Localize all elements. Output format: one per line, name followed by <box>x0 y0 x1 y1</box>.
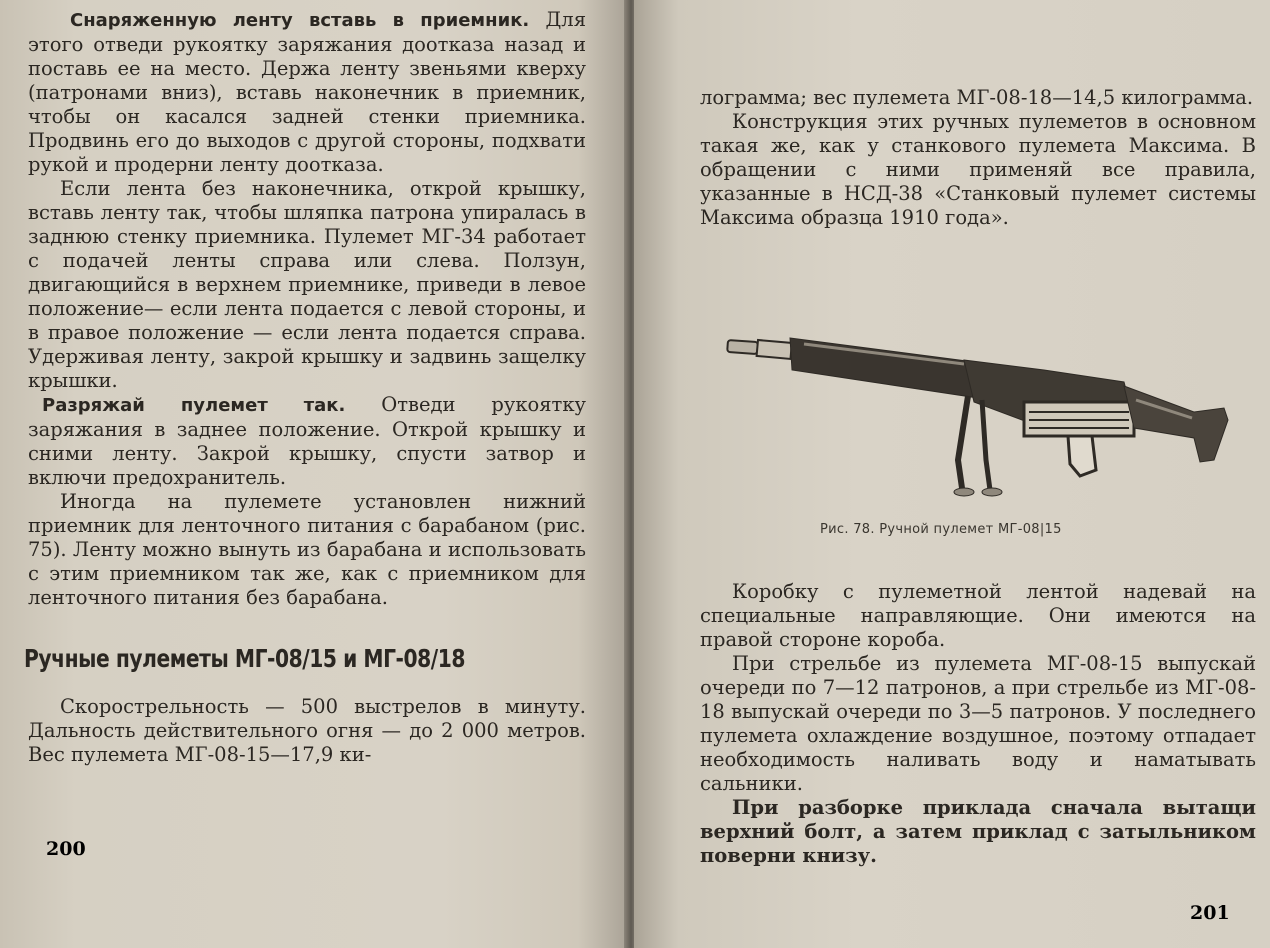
right-page-lower <box>700 580 1256 868</box>
heading-unload: Разряжай пулемет так. <box>42 395 346 416</box>
page-number-right: 201 <box>1190 902 1230 924</box>
left-paragraph-3 <box>28 393 586 490</box>
right-paragraph-4: При стрельбе из пулемета МГ-08-15 выпускай очереди по 7—12 патронов, а при стрельбе из МГ-08-18 выпускай очереди по 3—5 патронов. У последнего пулемета охлаждение воздушное, поэтому отпадает необходимость наливать воду и наматывать сальники. <box>700 652 1256 795</box>
left-paragraph-2: Если лента без наконечника, открой крышку, вставь ленту так, чтобы шляпка патрона упиралась в заднюю стенку приемника. Пулемет МГ-34 работает с подачей ленты справа или слева. Ползун, двигающийся в верхнем приемнике, приведи в левое положение— если лента подается с левой стороны, и в правое положение — если лента подается справа. Удерживая ленту, закрой крышку и задвинь защелку крышки. <box>28 177 586 392</box>
right-paragraph-1: лограмма; вес пулемета МГ-08-18—14,5 килограмма. <box>700 86 1254 109</box>
left-paragraph-4: Иногда на пулемете установлен нижний приемник для ленточного питания с барабаном (рис. 75). Ленту можно вынуть из барабана и использовать с этим приемником так же, как с приемником для ленточного питания без барабана. <box>28 490 586 609</box>
heading-load-belt: Снаряженную ленту вставь в приемник. <box>70 10 530 31</box>
left-paragraph-1-text: Для этого отведи рукоятку заряжания доотказа назад и поставь ее на место. Держа ленту звеньями кверху (патронами вниз), вставь наконечник в приемник, чтобы он касался задней стенки приемника. Продвинь его до выходов с другой стороны, подхвати рукой и продерни ленту доотказа. <box>28 8 586 176</box>
left-page <box>0 0 628 948</box>
figure-caption: Рис. 78. Ручной пулемет МГ-08|15 <box>820 522 1062 537</box>
section-title: Ручные пулеметы МГ-08/15 и МГ-08/18 <box>24 644 465 673</box>
right-paragraph-2: Конструкция этих ручных пулеметов в основном такая же, как у станкового пулемета Максима. В обращении с ними применяй все правила, указанные в НСД-38 «Станковый пулемет системы Максима образца 1910 года». <box>700 110 1256 229</box>
left-paragraph-3-text: Отведи рукоятку заряжания в заднее положение. Открой крышку и сними ленту. Закрой крышку, спусти затвор и включи предохранитель. <box>28 393 586 489</box>
right-paragraph-3: Коробку с пулеметной лентой надевай на специальные направляющие. Они имеются на правой стороне короба. <box>700 580 1256 651</box>
left-paragraph-1 <box>28 8 586 177</box>
page-number-left: 200 <box>46 838 86 860</box>
machine-gun-illustration <box>724 320 1234 510</box>
left-paragraph-5: Скорострельность — 500 выстрелов в минуту. Дальность действительного огня — до 2 000 метров. Вес пулемета МГ-08-15—17,9 ки- <box>28 695 586 766</box>
right-paragraph-5: При разборке приклада сначала вытащи верхний болт, а затем приклад с затыльником поверни книзу. <box>700 796 1256 867</box>
